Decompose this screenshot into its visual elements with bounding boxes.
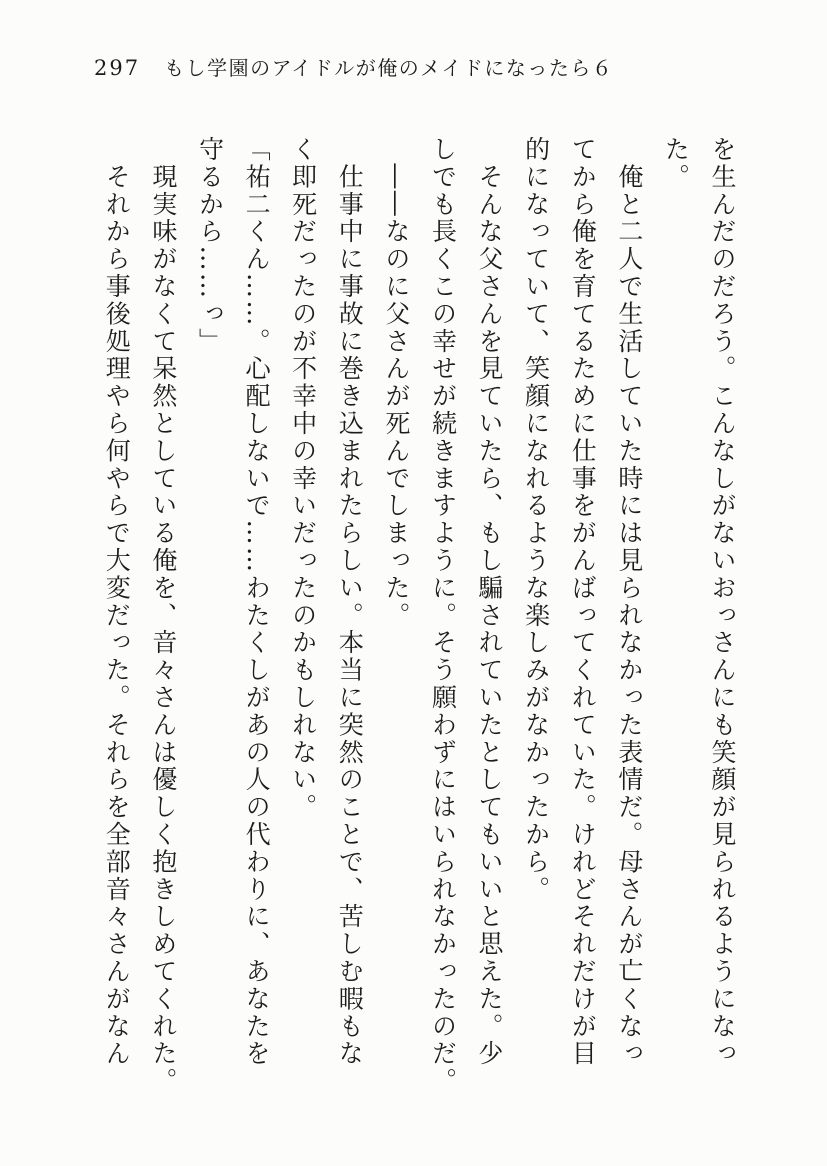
text-line: た。 [661, 136, 691, 191]
page-header [94, 52, 613, 81]
text-line: そんな父さんを見ていたら、もし騙されていたとしてもいいと思えた。少 [475, 136, 505, 1068]
text-line: 的になっていて、笑顔になれるような楽しみがなかったから。 [521, 136, 551, 904]
text-line: 「祐二くん……。心配しないで……わたくしがあの人の代わりに、あなたを [242, 136, 272, 1068]
text-line: ――なのに父さんが死んでしまった。 [381, 136, 411, 630]
text-line: 仕事中に事故に巻き込まれたらしい。本当に突然のことで、苦しむ暇もな [335, 136, 365, 1068]
text-line: 現実味がなくて呆然としている俺を、音々さんは優しく抱きしめてくれた。 [148, 136, 178, 1095]
page-body [93, 136, 745, 1104]
text-line: 俺と二人で生活していた時には見られなかった表情だ。母さんが亡くなっ [614, 136, 644, 1068]
running-title: もし学園のアイドルが俺のメイドになったら６ [164, 56, 614, 80]
text-line: を生んだのだろう。こんなしがないおっさんにも笑顔が見られるようになっ [708, 136, 737, 1068]
text-line: それから事後処理やら何やらで大変だった。それらを全部音々さんがなん [102, 136, 132, 1068]
text-line: しでも長くこの幸せが続きますように。そう願わずにはいられなかったのだ。 [428, 136, 458, 1095]
text-line: 守るから……っ」 [195, 136, 225, 356]
text-line: く即死だったのが不幸中の幸いだったのかもしれない。 [288, 136, 318, 821]
page-number: 297 [94, 56, 141, 80]
text-line: てから俺を育てるために仕事をがんばってくれていた。けれどそれだけが目 [568, 136, 598, 1068]
